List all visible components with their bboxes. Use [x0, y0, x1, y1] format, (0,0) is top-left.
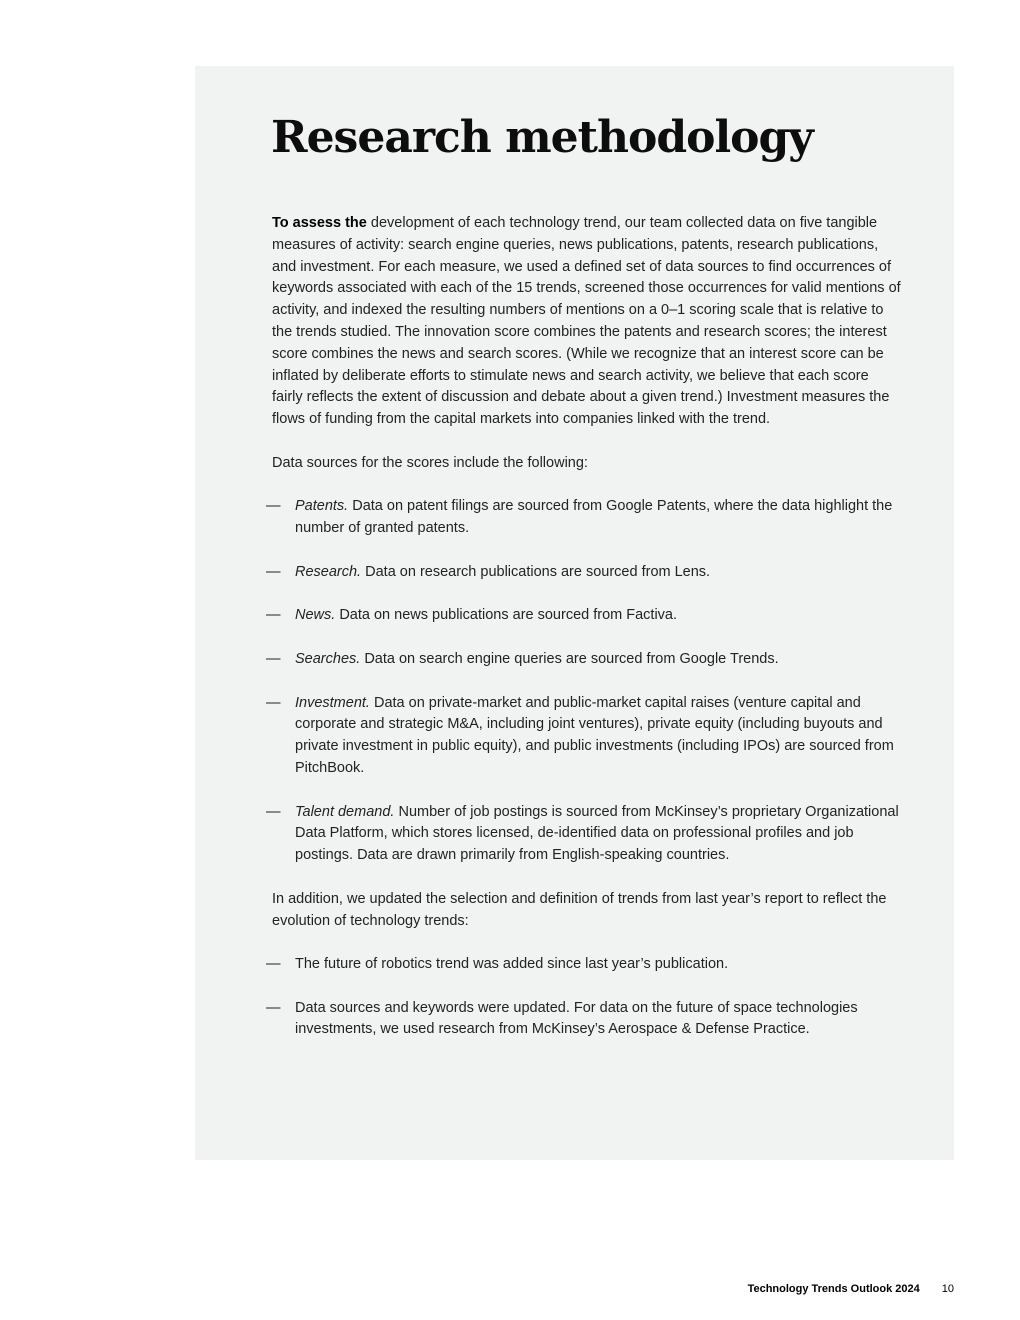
- sources-intro: Data sources for the scores include the following:: [272, 454, 588, 471]
- source-item-searches: [266, 649, 902, 671]
- source-item-patents: [266, 496, 902, 540]
- dash-icon: —: [266, 650, 281, 667]
- update-text: Data sources and keywords were updated. For data on the future of space technologies investments, we used research from McKinsey’s Aerospace & Defense Practice.: [295, 999, 858, 1038]
- update-text: The future of robotics trend was added since last year’s publication.: [295, 956, 729, 973]
- source-text: Number of job postings is sourced from McKinsey’s proprietary Organizational Data Platform, which stores licensed, de-identified data on professional profiles and job postings. Data are drawn primarily from English-speaking countries.: [295, 803, 899, 864]
- source-item-news: [266, 605, 902, 627]
- source-item-investment: [266, 693, 902, 780]
- dash-icon: —: [266, 498, 281, 515]
- update-item: [266, 954, 902, 976]
- source-item-research: [266, 562, 902, 584]
- source-text: Data on research publications are sourced from Lens.: [365, 563, 711, 580]
- source-term: Searches.: [295, 650, 361, 667]
- source-item-talent-demand: [266, 802, 902, 867]
- dash-icon: —: [266, 694, 281, 711]
- source-text: Data on private-market and public-market capital raises (venture capital and corporate and strategic M&A, including joint ventures), private equity (including buyouts and private investment in public equity), and public investments (including IPOs) are sourced from PitchBook.: [295, 694, 894, 776]
- dash-icon: —: [266, 999, 281, 1016]
- page-footer: [748, 1282, 954, 1296]
- source-term: Investment.: [295, 694, 370, 711]
- intro-text: development of each technology trend, our team collected data on five tangible measures of activity: search engine queries, news publications, patents, research publications, and investment. For each measure, we used a defined set of data sources to find occurrences of keywords associated with each of the 15 trends, screened those occurrences for valid mentions of activity, and indexed the resulting numbers of mentions on a 0–1 scoring scale that is relative to the trends studied. The innovation score combines the patents and research scores; the interest score combines the news and search scores. (While we recognize that an interest score can be inflated by deliberate efforts to stimulate news and search activity, we believe that each score fairly reflects the extent of discussion and debate about a given trend.) Investment measures the flows of funding from the capital markets into companies linked with the trend.: [272, 215, 901, 428]
- source-text: Data on patent filings are sourced from Google Patents, where the data highlight the number of granted patents.: [295, 498, 893, 537]
- dash-icon: —: [266, 607, 281, 624]
- source-text: Data on news publications are sourced from Factiva.: [339, 607, 678, 624]
- dash-icon: —: [266, 803, 281, 820]
- update-item: [266, 998, 902, 1042]
- intro-lead: To assess the: [272, 215, 367, 231]
- publication-title: Technology Trends Outlook 2024: [747, 1283, 920, 1295]
- source-term: Research.: [295, 563, 362, 580]
- page-title: Research methodology: [271, 112, 813, 163]
- source-term: Talent demand.: [295, 803, 395, 820]
- methodology-body: [266, 213, 902, 1063]
- dash-icon: —: [266, 563, 281, 580]
- source-term: News.: [295, 607, 336, 624]
- dash-icon: —: [266, 956, 281, 973]
- intro-paragraph: [272, 213, 902, 431]
- source-text: Data on search engine queries are sourced from Google Trends.: [364, 650, 779, 667]
- source-term: Patents.: [295, 498, 349, 515]
- updates-intro: In addition, we updated the selection and definition of trends from last year’s report to reflect the evolution of technology trends:: [272, 890, 887, 929]
- page-number: 10: [941, 1283, 954, 1295]
